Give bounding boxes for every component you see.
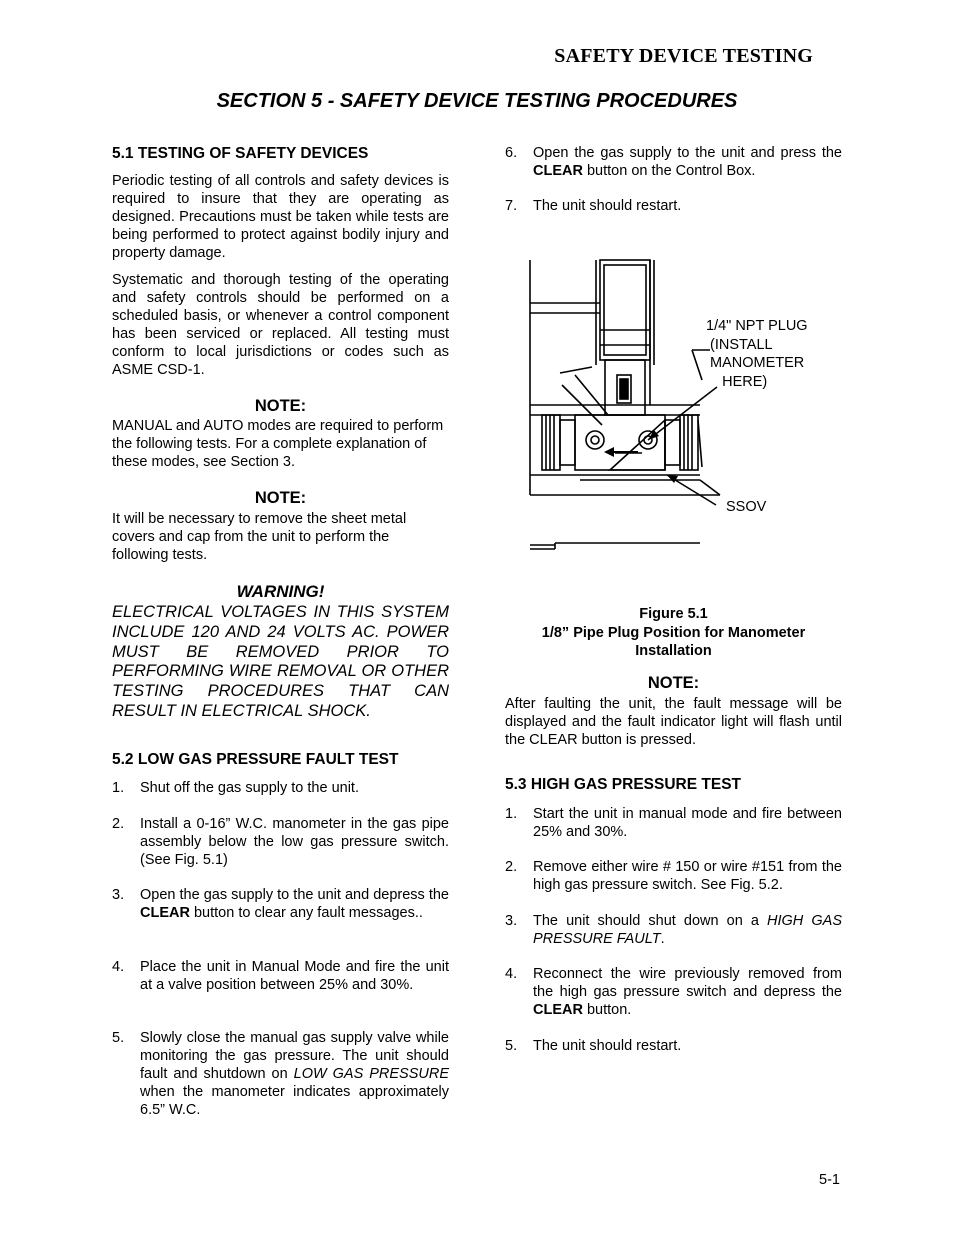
section-5-1-heading: 5.1 TESTING OF SAFETY DEVICES — [112, 145, 369, 162]
section-5-3-heading: 5.3 HIGH GAS PRESSURE TEST — [505, 776, 741, 793]
figure-caption-line-2: Installation — [635, 643, 712, 659]
section-title: SECTION 5 - SAFETY DEVICE TESTING PROCEDURES — [216, 90, 738, 112]
note-3-body: After faulting the unit, the fault message will be displayed and the fault indicator light will flash until the CLEAR button is pressed. — [505, 696, 842, 748]
figure-label-npt-plug: 1/4" NPT PLUG (INSTALL MANOMETER HERE) — [706, 318, 808, 390]
note-1-body: MANUAL and AUTO modes are required to perform the following tests. For a complete explanation of these modes, see Section 3. — [112, 418, 444, 470]
figure-label-ssov: SSOV — [726, 499, 767, 515]
page-number: 5-1 — [819, 1172, 840, 1188]
warning-title: WARNING! — [236, 582, 325, 601]
section-5-1-paragraph-2: Systematic and thorough testing of the operating and safety controls should be performed on a scheduled basis, or whenever a control component has been serviced or replaced. All testing must conform to local jurisdictions or codes such as ASME CSD-1. — [112, 272, 449, 378]
gas-valve-figure — [520, 255, 820, 560]
warning-body: ELECTRICAL VOLTAGES IN THIS SYSTEM INCLUDE 120 AND 24 VOLTS AC. POWER MUST BE REMOVED PRIOR TO PERFORMING WIRE REMOVAL OR OTHER TESTING PROCEDURES THAT CAN RESULT IN ELECTRICAL SHOCK. — [112, 603, 449, 720]
note-2-title: NOTE: — [254, 489, 307, 507]
section-5-2-heading: 5.2 LOW GAS PRESSURE FAULT TEST — [112, 751, 399, 768]
figure-caption-number: Figure 5.1 — [639, 606, 708, 622]
note-1-title: NOTE: — [254, 397, 307, 415]
note-2-body: It will be necessary to remove the sheet metal covers and cap from the unit to perform the following tests. — [112, 511, 407, 563]
note-3-title: NOTE: — [647, 674, 700, 692]
figure-caption-line-1: 1/8” Pipe Plug Position for Manometer — [541, 625, 806, 641]
section-5-1-paragraph-1: Periodic testing of all controls and safety devices is required to insure that they are operating as designed. Precautions must be taken while tests are being performed to protect against bodily injury and property damage. — [112, 173, 449, 261]
running-header-title: SAFETY DEVICE TESTING — [554, 45, 813, 67]
